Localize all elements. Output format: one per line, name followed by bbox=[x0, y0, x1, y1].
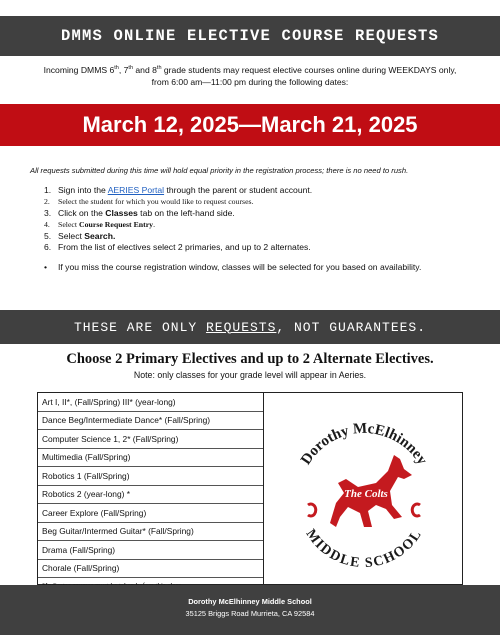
step-1 bbox=[44, 185, 474, 196]
step-number: 2. bbox=[44, 197, 50, 207]
course-item: Multimedia (Fall/Spring) bbox=[38, 449, 263, 468]
school-logo bbox=[278, 405, 450, 575]
horseshoe-right-icon bbox=[412, 504, 420, 516]
choose-note: Note: only classes for your grade level will appear in Aeries. bbox=[133, 370, 367, 380]
choose-heading: Choose 2 Primary Electives and up to 2 Alternate Electives. bbox=[66, 351, 434, 367]
intro-part: Incoming DMMS 6 bbox=[43, 64, 115, 75]
intro-part: grade students may request elective courses online during WEEKDAYS only, bbox=[161, 64, 457, 75]
step-2 bbox=[44, 196, 474, 207]
course-item: Dance Beg/Intermediate Dance* (Fall/Spring) bbox=[38, 412, 263, 431]
logo-cell bbox=[264, 393, 462, 584]
logo-bottom-text: MIDDLE SCHOOL bbox=[302, 526, 426, 572]
step-text-part: . bbox=[153, 220, 156, 230]
step-4 bbox=[44, 219, 474, 230]
step-text-part: through the parent or student account. bbox=[164, 185, 313, 195]
intro-text bbox=[20, 62, 480, 88]
step-text-part: tab on the left-hand side. bbox=[137, 207, 235, 218]
priority-note: All requests submitted during this time will hold equal priority in the registration process; there is no need to rush. bbox=[30, 166, 409, 175]
footer-address: 35125 Briggs Road Murrieta, CA 92584 bbox=[185, 609, 315, 618]
intro-part: , 7 bbox=[118, 64, 129, 75]
step-number: 4. bbox=[44, 220, 50, 230]
course-item: Beg Guitar/Intermed Guitar* (Fall/Spring) bbox=[38, 523, 263, 542]
logo-top-text: Dorothy McElhinney bbox=[298, 420, 430, 468]
step-text-part: Sign into the bbox=[58, 185, 108, 195]
step-text-bold: Search. bbox=[84, 230, 116, 241]
date-range-banner bbox=[0, 104, 500, 146]
step-number: 3. bbox=[44, 207, 52, 218]
intro-sup: th bbox=[128, 65, 134, 71]
course-list bbox=[38, 393, 264, 584]
date-range: March 12, 2025—March 21, 2025 bbox=[82, 112, 418, 137]
step-text bbox=[58, 231, 115, 242]
header-banner bbox=[0, 16, 500, 56]
course-table bbox=[37, 392, 463, 585]
step-text: From the list of electives select 2 primaries, and up to 2 alternates. bbox=[58, 242, 311, 253]
step-text bbox=[58, 208, 235, 219]
step-6 bbox=[44, 242, 474, 253]
step-text: Select the student for which you would like to request courses. bbox=[58, 197, 254, 207]
course-item: Chorale (Fall/Spring) bbox=[38, 560, 263, 579]
step-text-part: Select bbox=[58, 220, 79, 230]
banner-part: THESE ARE ONLY bbox=[73, 319, 206, 335]
course-item: Drama (Fall/Spring) bbox=[38, 541, 263, 560]
step-text-part: Click on the bbox=[58, 207, 106, 218]
missed-window-bullet bbox=[44, 262, 474, 273]
intro-part: and 8 bbox=[133, 64, 157, 75]
requests-banner bbox=[0, 310, 500, 344]
course-item: Robotics 1 (Fall/Spring) bbox=[38, 467, 263, 486]
bullet-mark: • bbox=[44, 262, 48, 273]
step-number: 1. bbox=[44, 185, 52, 195]
course-item: Career Explore (Fall/Spring) bbox=[38, 504, 263, 523]
step-5 bbox=[44, 231, 474, 242]
banner-part: , NOT GUARANTEES. bbox=[276, 319, 427, 335]
step-text-bold: Classes bbox=[105, 207, 138, 218]
banner-underlined: REQUESTS bbox=[205, 319, 277, 335]
step-text-bold: Course Request Entry bbox=[79, 220, 154, 230]
step-number: 6. bbox=[44, 242, 52, 253]
course-item: Robotics 2 (year-long) * bbox=[38, 486, 263, 505]
footer bbox=[0, 585, 500, 635]
intro-sup: th bbox=[156, 65, 162, 71]
instruction-steps bbox=[44, 185, 474, 274]
horseshoe-left-icon bbox=[308, 504, 316, 516]
step-3 bbox=[44, 208, 474, 219]
bullet-text: If you miss the course registration window, classes will be selected for you based on availability. bbox=[58, 262, 422, 273]
aeries-portal-link[interactable]: AERIES Portal bbox=[107, 185, 165, 195]
intro-sup: th bbox=[114, 65, 119, 71]
footer-school-name: Dorothy McElhinney Middle School bbox=[188, 597, 312, 606]
course-item: Art I, II*, (Fall/Spring) III* (year-long) bbox=[38, 393, 263, 412]
intro-line-2: from 6:00 am—11:00 pm during the following dates: bbox=[151, 76, 349, 87]
step-number: 5. bbox=[44, 230, 52, 241]
mascot-text: The Colts bbox=[344, 488, 388, 500]
requests-banner-text bbox=[74, 320, 426, 335]
step-text-part: Select bbox=[58, 230, 85, 241]
intro-line-1 bbox=[20, 62, 480, 76]
page-title: DMMS ONLINE ELECTIVE COURSE REQUESTS bbox=[60, 27, 440, 45]
course-item: Computer Science 1, 2* (Fall/Spring) bbox=[38, 430, 263, 449]
step-text bbox=[58, 219, 155, 230]
step-text bbox=[58, 185, 312, 196]
